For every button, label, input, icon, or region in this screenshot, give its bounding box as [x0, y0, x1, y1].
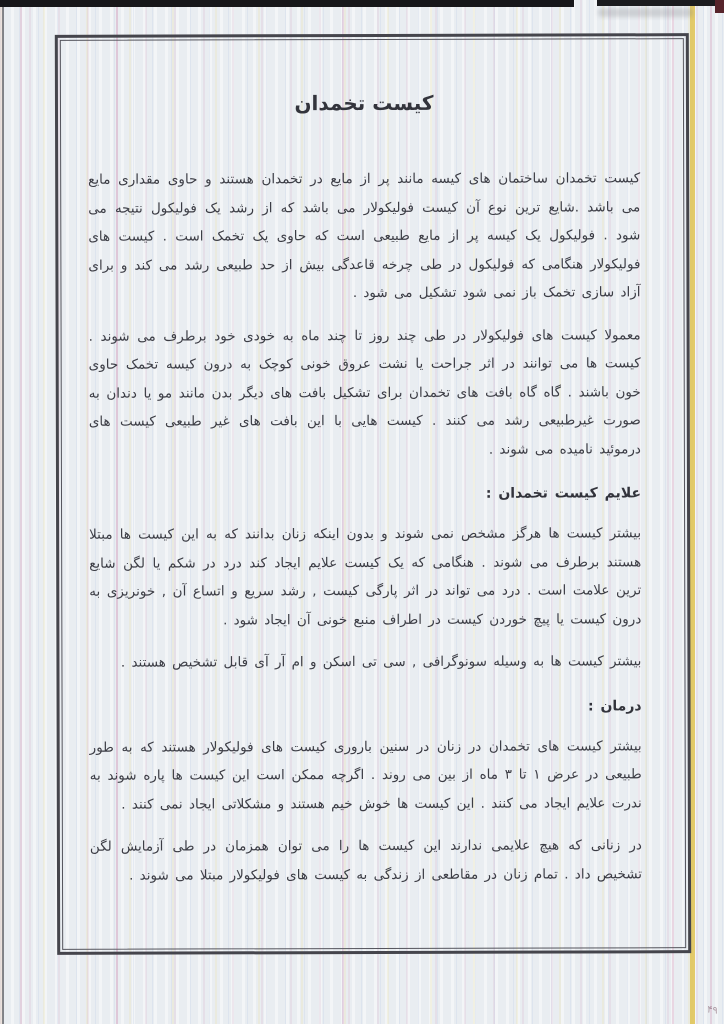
heading-symptoms: علایم کیست تخمدان : — [485, 485, 642, 502]
paragraph-diagnosis: بیشتر کیست ها به وسیله سونوگرافی , سی تی اسکن و ام آر آی قابل تشخیص هستند . — [120, 653, 642, 671]
paragraph-symptoms: بیشتر کیست ها هرگز مشخص نمی شوند و بدون اینکه زنان بدانند که به این کیست ها مبتلا هستند برطرف می شوند . هنگامی که یک کیست علایم ایجاد کند درد در شکم یا لگن شایع ترین علامت است . درد می تواند در اثر پارگی کیست , رشد سریع و اتساع آن , خونریزی به درون کیست یا پیچ خوردن کیست در اطراف منبع خونی آن ایجاد شود . — [89, 525, 642, 628]
scanner-corner-mark — [715, 0, 724, 13]
page-border-frame — [55, 33, 691, 955]
heading-treatment: درمان : — [587, 697, 642, 714]
page-content — [58, 36, 688, 952]
paragraph-resolution: معمولا کیست های فولیکولار در طی چند روز تا چند ماه به خودی خود برطرف می شوند . کیست ها می توانند در اثر جراحت یا نشت عروق خونی کوچک به درون کیسه تخمک حاوی خون باشند . گاه گاه بافت های تخمدان برای تشکیل بافت های دیگر بدن مانند مو یا دندان به صورت غیرطبیعی رشد می کنند . کیست هایی با این بافت های غیر طبیعی کیست های درموئید نامیده می شوند . — [88, 326, 641, 458]
paragraph-intro: کیست تخمدان ساختمان های کیسه مانند پر از مایع در تخمدان هستند و حاوی مقداری مایع می باشد .شایع ترین نوع آن کیست فولیکولار می باشد که از رشد یک فولیکول نتیجه می شود . فولیکول یک کیسه پر از مایع طبیعی است که حاوی یک تخمک است . کیست های فولیکولار هنگامی که فولیکول در طی چرخه قاعدگی بیش از حد طبیعی رشد می کند و برای آزاد سازی تخمک باز نمی شود تشکیل می شود . — [88, 170, 641, 302]
page-title: کیست تخمدان — [294, 90, 434, 116]
paper-stripe — [710, 0, 712, 1024]
scanner-top-strip — [597, 0, 724, 6]
paper-stripe — [20, 0, 22, 1024]
paragraph-pelvic-exam: در زنانی که هیچ علایمی ندارند این کیست ها را می توان همزمان در طی آزمایش لگن تشخیص داد . تمام زنان در مقاطعی از زندگی به کیست های فولیکولار مبتلا می شوند . — [89, 837, 643, 884]
scan-smudge — [598, 8, 693, 17]
handwritten-page-number: ۴۹ — [706, 1004, 719, 1017]
scanner-edge-line — [2, 4, 4, 1024]
paragraph-treatment: بیشتر کیست های تخمدان در زنان در سنین باروری کیست های فولیکولار هستند که به طور طبیعی در عرض ۱ تا ۳ ماه از بین می روند . اگرچه ممکن است این کیست ها پاره شوند به ندرت علایم ایجاد می کنند . این کیست ها خوش خیم هستند و مشکلاتی ایجاد نمی کنند . — [89, 737, 642, 813]
scanner-top-strip — [0, 0, 574, 7]
